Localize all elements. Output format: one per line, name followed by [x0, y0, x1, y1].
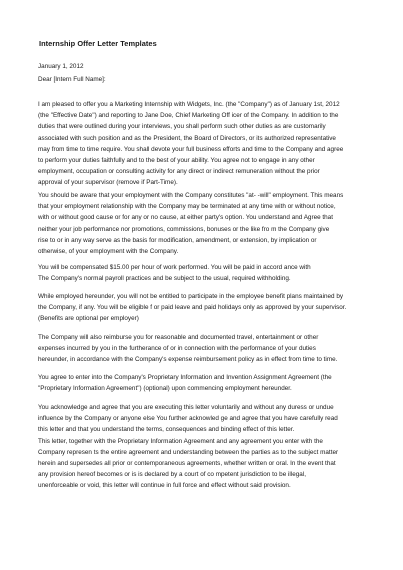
paragraph-4-line: (Benefits are optional per employer)	[38, 315, 139, 323]
paragraph-7-line: this letter and that you understand the terms, consequences and binding effect of this letter.	[38, 426, 295, 434]
letter-date: January 1, 2012	[38, 63, 84, 70]
paragraph-2-line: You should be aware that your employment with the Company constitutes "at- -will" employment. This means	[38, 192, 344, 199]
paragraph-7-line: herein and supersedes all prior or contemporaneous agreements, whether written or oral. In the event that	[38, 460, 336, 467]
paragraph-7-line: Company represen ts the entire agreement and understanding between the parties as to the subject matter	[38, 448, 339, 456]
paragraph-1-line: associated with such position and as the President, the Board of Directors, or its authorized representative	[38, 134, 336, 142]
paragraph-4-line: While employed hereunder, you will not be entitled to participate in the employee benefit plans maintained by	[38, 293, 344, 300]
paragraph-1-line: to perform your duties faithfully and to the best of your ability. You agree not to engage in any other	[38, 157, 315, 164]
paragraph-1-line: may from time to time require. You shall devote your full business efforts and time to the Company and agree	[38, 145, 344, 153]
paragraph-3-line: You will be compensated $15.00 per hour of work performed. You will be paid in accord ance with	[38, 264, 311, 271]
paragraph-7-line: any provision hereof becomes or is is declared by a court of co mpetent jurisdiction to be illegal,	[38, 471, 306, 479]
paragraph-5-line: The Company will also reimburse you for reasonable and documented travel, entertainment or other	[38, 334, 319, 341]
paragraph-2-line: with or without good cause or for any or no cause, at either party's option. You understand and Agree that	[38, 214, 333, 222]
document-title: Internship Offer Letter Templates	[39, 39, 157, 48]
paragraph-1-line: duties that were outlined during your interviews, you shall perform such other duties as are customarily	[38, 123, 326, 131]
paragraph-5-line: hereunder, in accordance with the Company's expense reimbursement policy as in effect from time to time.	[38, 356, 338, 364]
paragraph-2-line: otherwise, of your employment with the Company.	[38, 248, 179, 255]
paragraph-2-line: rise to or in any way serve as the basis for modification, amendment, or extension, by implication or	[38, 236, 317, 244]
paragraph-5-line: expenses incurred by you in the furtherance of or in connection with the performance of your duties	[38, 345, 316, 353]
paragraph-7-line: unenforceable or void, this letter will continue in full force and effect without said provision.	[38, 482, 291, 490]
paragraph-6-line: You agree to enter into the Company's Proprietary Information and Invention Assignment Agreement (the	[38, 374, 332, 381]
paragraph-1-line: employment, occupation or consulting activity for any direct or indirect remuneration without the prior	[38, 168, 320, 176]
paragraph-1-line: approval of your supervisor (remove if Part-Time).	[38, 179, 178, 187]
paragraph-7-line: influence by the Company or anyone else You further acknowled ge and agree that you have carefully read	[38, 415, 338, 423]
paragraph-7-line: You acknowledge and agree that you are executing this letter voluntarily and without any duress or undue	[38, 404, 334, 411]
paragraph-1-line: (the "Effective Date") and reporting to Jane Doe, Chief Marketing Off icer of the Company. In addition to the	[38, 112, 339, 120]
letter-salutation: Dear [Intern Full Name]:	[38, 76, 106, 83]
paragraph-3-line: The Company's normal payroll practices and be subject to the usual, required withholding.	[38, 275, 291, 283]
paragraph-1-line: I am pleased to offer you a Marketing Internship with Widgets, Inc. (the "Company") as of January 1st, 2012	[38, 101, 340, 108]
paragraph-2-line: neither your job performance nor promotions, commissions, bonuses or the like fro m the Company give	[38, 225, 330, 233]
paragraph-2-line: that your employment relationship with the Company may be terminated at any time with or without notice,	[38, 203, 336, 211]
paragraph-7-line: This letter, together with the Proprietary Information Agreement and any agreement you enter with the	[38, 437, 323, 445]
paragraph-6-line: "Proprietary Information Agreement") (optional) upon commencing employment hereunder.	[38, 385, 292, 393]
paragraph-4-line: the Company, if any. You will be eligible f or paid leave and paid holidays only as approved by your supervisor.	[38, 304, 347, 312]
